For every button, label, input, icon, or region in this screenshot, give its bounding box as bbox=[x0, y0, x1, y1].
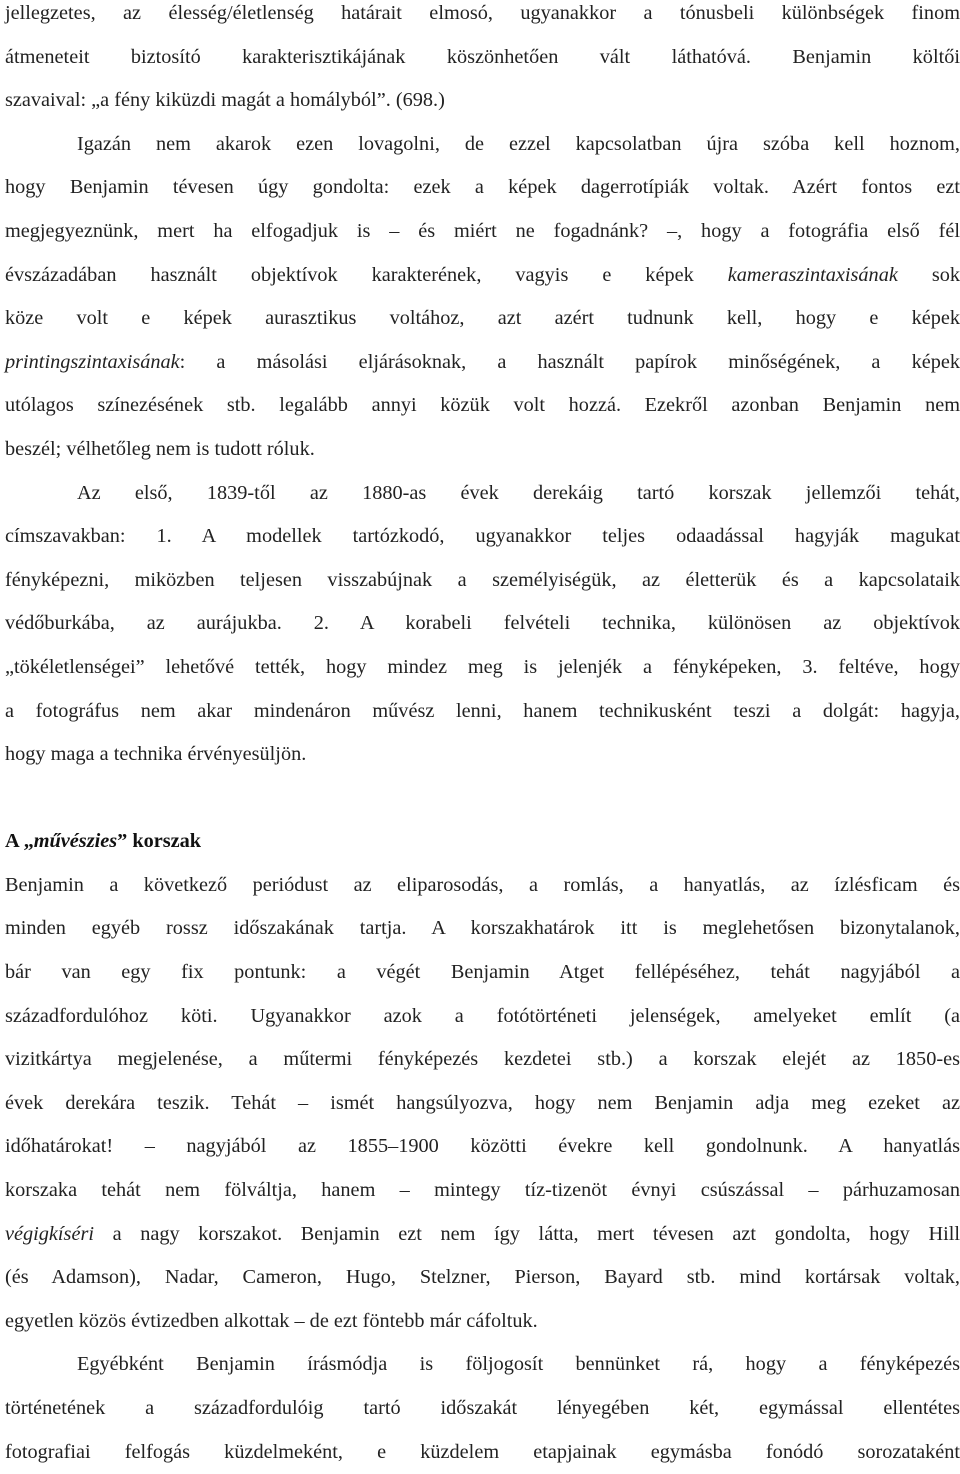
paragraph-line: Benjamin a következő periódust az eliparosodás, a romlás, a hanyatlás, az ízlésficam és bbox=[5, 873, 960, 896]
paragraph-line: „tökéletlenségei” lehetővé tették, hogy mindez meg is jelenjék a fényképeken, 3. feltéve, hogy bbox=[5, 655, 960, 678]
italic-term: kameraszintaxisának bbox=[727, 263, 898, 286]
paragraph-line: bár van egy fix pontunk: a végét Benjamin Atget fellépéséhez, tehát nagyjából a bbox=[5, 961, 960, 984]
paragraph-line: hogy maga a technika érvényesüljön. bbox=[5, 743, 307, 766]
paragraph-line: századfordulóhoz köti. Ugyanakkor azok a fotótörténeti jelenségek, amelyeket említ (a bbox=[5, 1004, 960, 1027]
paragraph-line: szavaival: „a fény kiküzdi magát a homályból”. (698.) bbox=[5, 89, 445, 112]
italic-term: printingszintaxisának bbox=[5, 350, 180, 373]
paragraph-line: Egyébként Benjamin írásmódja is följogosít bennünket rá, hogy a fényképezés bbox=[77, 1353, 960, 1376]
paragraph-line: Az első, 1839-től az 1880-as évek derekáig tartó korszak jellemzői tehát, bbox=[77, 481, 960, 504]
paragraph-line: korszaka tehát nem fölváltja, hanem – mintegy tíz-tizenöt évnyi csúszással – párhuzamosan bbox=[5, 1179, 960, 1202]
heading-italic: művészies bbox=[33, 830, 118, 853]
paragraph-line: köze volt e képek aurasztikus voltához, azt azért tudnunk kell, hogy e képek bbox=[5, 307, 960, 330]
paragraph-line: végigkíséri a nagy korszakot. Benjamin ezt nem így látta, mert tévesen azt gondolta, hogy Hill bbox=[5, 1222, 960, 1245]
paragraph-line: jellegzetes, az élesség/életlenség határait elmosó, ugyanakkor a tónusbeli különbségek finom bbox=[5, 2, 960, 24]
paragraph-line: Igazán nem akarok ezen lovagolni, de ezzel kapcsolatban újra szóba kell hoznom, bbox=[77, 132, 960, 155]
paragraph-line: printingszintaxisának: a másolási eljárásoknak, a használt papírok minőségének, a képek bbox=[5, 350, 960, 373]
paragraph-line: fényképezni, miközben teljesen visszabújnak a személyiségük, az életterük és a kapcsolataik bbox=[5, 568, 960, 591]
paragraph-1 bbox=[5, 0, 960, 123]
paragraph-line: évszázadában használt objektívok karakterének, vagyis e képek kameraszintaxisának sok bbox=[5, 263, 960, 286]
paragraph-line: fotografiai felfogás küzdelmeként, e küzdelem etapjainak egymásba fonódó sorozataként bbox=[5, 1440, 960, 1463]
paragraph-line: beszél; vélhetőleg nem is tudott róluk. bbox=[5, 437, 315, 460]
paragraph-line: minden egyéb rossz időszakának tartja. A korszakhatárok itt is meglehetősen bizonytalanok, bbox=[5, 917, 960, 940]
section-heading bbox=[5, 820, 960, 864]
italic-term: végigkíséri bbox=[5, 1222, 94, 1245]
paragraph-line: vizitkártya megjelenése, a műtermi fényképezés kezdetei stb.) a korszak elejét az 1850-es bbox=[5, 1048, 960, 1071]
section-paragraph-1 bbox=[5, 864, 960, 1344]
paragraph-line: évek derekára teszik. Tehát – ismét hangsúlyozva, hogy nem Benjamin adja meg ezeket az bbox=[5, 1091, 960, 1114]
heading-prefix: A „ bbox=[5, 830, 34, 853]
paragraph-2 bbox=[5, 123, 960, 472]
paragraph-line: egyetlen közös évtizedben alkottak – de ezt föntebb már cáfoltuk. bbox=[5, 1309, 538, 1332]
paragraph-line: (és Adamson), Nadar, Cameron, Hugo, Stelzner, Pierson, Bayard stb. mind kortársak voltak, bbox=[5, 1266, 960, 1289]
paragraph-line: időhatárokat! – nagyjából az 1855–1900 közötti évekre kell gondolnunk. A hanyatlás bbox=[5, 1135, 960, 1158]
paragraph-line: védőburkába, az aurájukba. 2. A korabeli felvételi technika, különösen az objektívok bbox=[5, 612, 960, 635]
paragraph-3 bbox=[5, 472, 960, 777]
paragraph-line: átmeneteit biztosító karakterisztikájának köszönhetően vált láthatóvá. Benjamin költői bbox=[5, 45, 960, 68]
paragraph-line: hogy Benjamin tévesen úgy gondolta: ezek a képek dagerrotípiák voltak. Azért fontos ezt bbox=[5, 176, 960, 199]
paragraph-line: történetének a századfordulóig tartó időszakát lényegében két, egymással ellentétes bbox=[5, 1397, 960, 1419]
paragraph-line: megjegyeznünk, mert ha elfogadjuk is – és miért ne fogadnánk? –, hogy a fotográfia első fél bbox=[5, 219, 960, 242]
paragraph-line: utólagos színezésének stb. legalább annyi közük volt hozzá. Ezekről azonban Benjamin nem bbox=[5, 394, 960, 417]
heading-suffix: ” korszak bbox=[117, 830, 202, 853]
document-page bbox=[5, 0, 960, 1474]
section-paragraph-2 bbox=[5, 1343, 960, 1474]
paragraph-line: a fotográfus nem akar mindenáron művész lenni, hanem technikusként teszi a dolgát: hagyja, bbox=[5, 699, 960, 722]
paragraph-line: címszavakban: 1. A modellek tartózkodó, ugyanakkor teljes odaadással hagyják magukat bbox=[5, 525, 960, 548]
